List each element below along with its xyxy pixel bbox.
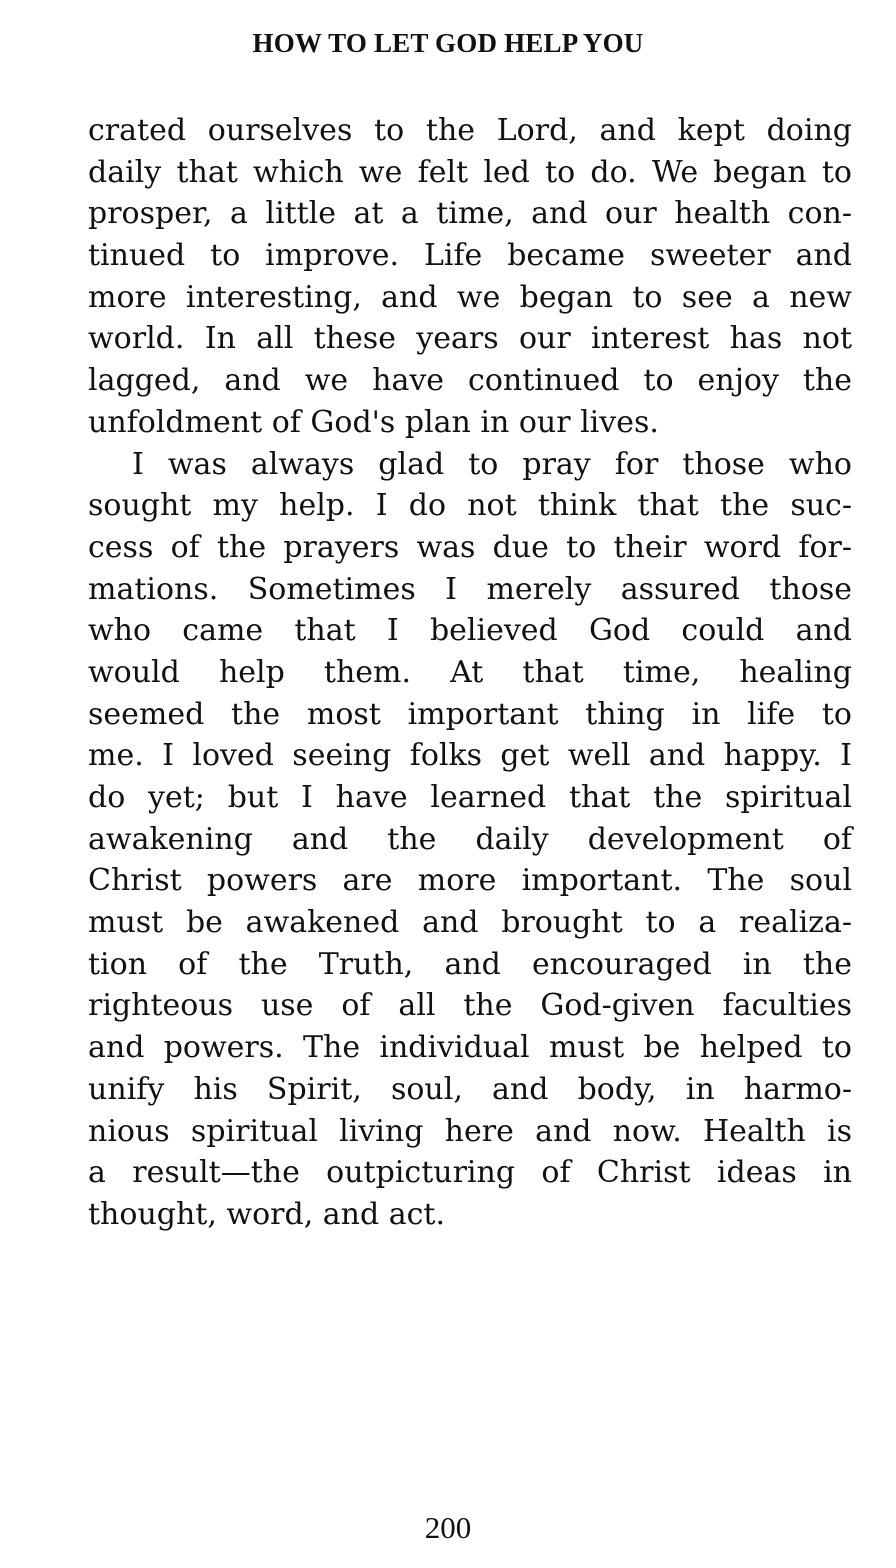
paragraph-2 — [88, 444, 852, 1236]
text-line: prosper, a little at a time, and our health con- — [88, 196, 852, 232]
text-line: unify his Spirit, soul, and body, in harmo- — [88, 1071, 852, 1107]
text-line: mations. Sometimes I merely assured those — [88, 571, 852, 607]
text-line: lagged, and we have continued to enjoy the — [88, 363, 852, 399]
text-line: a result—the outpicturing of Christ ideas in — [88, 1155, 852, 1191]
text-line: seemed the most important thing in life to — [88, 696, 852, 732]
text-line: tinued to improve. Life became sweeter and — [88, 238, 852, 274]
text-line: do yet; but I have learned that the spiritual — [88, 780, 852, 815]
text-line: I was always glad to pray for those who — [132, 446, 852, 482]
text-line: must be awakened and brought to a realiza- — [88, 905, 852, 941]
text-line: me. I loved seeing folks get well and happy. I — [88, 738, 852, 774]
text-line: sought my help. I do not think that the suc- — [88, 488, 852, 524]
text-line: who came that I believed God could and — [88, 613, 852, 649]
text-line: righteous use of all the God-given faculties — [88, 988, 852, 1024]
text-line: crated ourselves to the Lord, and kept doing — [88, 113, 852, 148]
page-number: 200 — [424, 1510, 472, 1545]
text-line: tion of the Truth, and encouraged in the — [88, 946, 852, 982]
text-line: world. In all these years our interest has not — [88, 321, 852, 357]
text-line: Christ powers are more important. The soul — [88, 863, 852, 899]
text-line: thought, word, and act. — [88, 1196, 445, 1232]
text-line: and powers. The individual must be helped to — [88, 1030, 852, 1066]
running-head: HOW TO LET GOD HELP YOU — [252, 28, 644, 58]
text-line: cess of the prayers was due to their word for- — [88, 529, 852, 565]
text-line: daily that which we felt led to do. We began to — [88, 154, 852, 190]
text-line: would help them. At that time, healing — [88, 654, 852, 690]
text-line: awakening and the daily development of — [88, 821, 852, 857]
body-text — [88, 110, 852, 1236]
text-line: unfoldment of God's plan in our lives. — [88, 404, 659, 440]
text-line: nious spiritual living here and now. Health is — [88, 1113, 852, 1149]
text-line: more interesting, and we began to see a new — [88, 279, 852, 315]
paragraph-1 — [88, 110, 852, 444]
